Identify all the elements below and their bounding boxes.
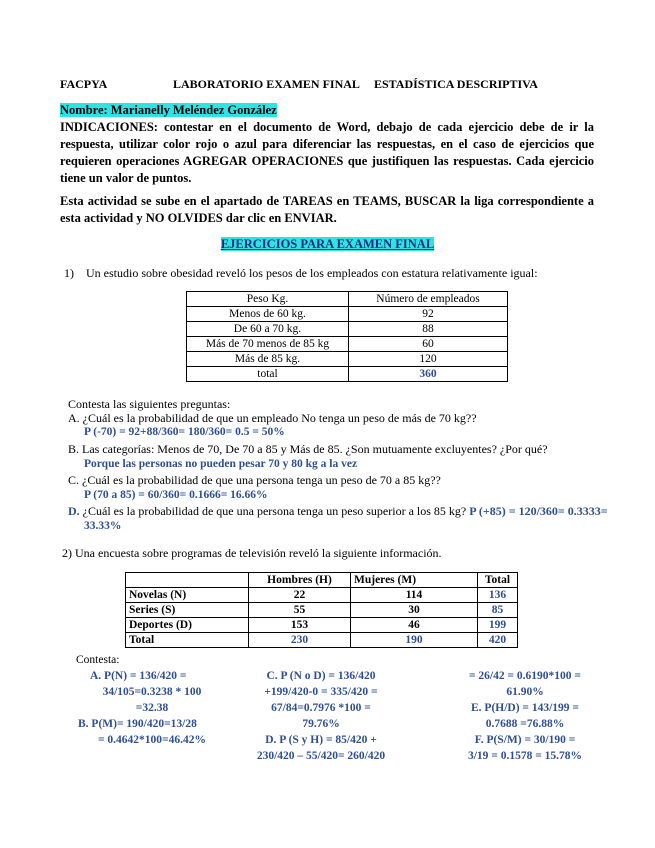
weight-cell: Más de 85 kg. [187, 352, 349, 367]
table-row [187, 322, 508, 337]
answer-line: 61.90% [506, 686, 544, 698]
women-cell: 190 [351, 633, 478, 648]
header-employees: Número de empleados [349, 292, 508, 307]
answer-line: = 0.4642*100=46.42% [98, 734, 206, 746]
q1-number: 1) [64, 266, 74, 280]
header-lab: LABORATORIO EXAMEN FINAL [173, 77, 360, 91]
q1-prompt: Contesta las siguientes preguntas: [68, 397, 231, 411]
header-empty [126, 573, 249, 588]
category-cell: Novelas (N) [126, 588, 249, 603]
document-header [60, 77, 600, 93]
answer-line: C. P (N o D) = 136/420 [266, 670, 376, 682]
answer-line: 34/105=0.3238 * 100 [102, 686, 202, 698]
total-row [126, 633, 518, 648]
total-value: 360 [349, 367, 508, 382]
q2-answers-col2 [236, 668, 406, 764]
total-label: total [187, 367, 349, 382]
total-cell: 136 [478, 588, 518, 603]
count-cell: 92 [349, 307, 508, 322]
answer-line: = 26/42 = 0.6190*100 = [469, 670, 581, 682]
table-row [126, 603, 518, 618]
header-subject: ESTADÍSTICA DESCRIPTIVA [374, 77, 538, 91]
q1-question-d [68, 504, 608, 519]
answer-line: 79.76% [302, 718, 340, 730]
answer-line: D. P (S y H) = 85/420 + [265, 734, 377, 746]
weight-cell: De 60 a 70 kg. [187, 322, 349, 337]
header-school: FACPYA [60, 77, 108, 91]
women-cell: 114 [351, 588, 478, 603]
men-cell: 55 [249, 603, 351, 618]
total-cell: 85 [478, 603, 518, 618]
q1-question-b: B. Las categorías: Menos de 70, De 70 a 85 y Más de 85. ¿Son mutuamente excluyentes? ¿Por qué? [68, 442, 548, 456]
weight-cell: Más de 70 menos de 85 kg [187, 337, 349, 352]
header-weight: Peso Kg. [187, 292, 349, 307]
student-name-text: Nombre: Marianelly Meléndez González [60, 103, 277, 117]
count-cell: 88 [349, 322, 508, 337]
answer-line: 67/84=0.7976 *100 = [271, 702, 371, 714]
total-cell: 420 [478, 633, 518, 648]
q1-answer-c: P (70 a 85) = 60/360= 0.1666= 16.66% [84, 489, 268, 501]
instructions: INDICACIONES: contestar en el documento de Word, debajo de cada ejercicio debe de ir la respuesta, utilizar color rojo o azul para diferenciar las respuestas, en el caso de ejercicios que requieren operaciones AGREGAR OPERACIONES que justifiquen las respuestas. Cada ejercicio tiene un valor de puntos. [60, 120, 594, 185]
weights-table [186, 291, 508, 382]
answer-line: E. P(H/D) = 143/199 = [471, 702, 579, 714]
q2-answers-col3 [440, 668, 610, 764]
section-title [0, 237, 655, 252]
total-row [187, 367, 508, 382]
men-cell: 153 [249, 618, 351, 633]
answer-line: 3/19 = 0.1578 = 15.78% [467, 750, 583, 762]
header-women: Mujeres (M) [351, 573, 478, 588]
tv-survey-table [125, 572, 518, 648]
q1-text: Un estudio sobre obesidad reveló los pesos de los empleados con estatura relativamente igual: [86, 266, 538, 280]
category-cell: Total [126, 633, 249, 648]
q2-answers-col1 [72, 668, 232, 748]
instructions-upload: Esta actividad se sube en el apartado de TAREAS en TEAMS, BUSCAR la liga correspondiente a esta actividad y NO OLVIDES dar clic en ENVIAR. [60, 194, 594, 225]
answer-line: A. P(N) = 136/420 = [90, 670, 187, 682]
total-cell: 199 [478, 618, 518, 633]
answer-line: F. P(S/M) = 30/190 = [474, 734, 576, 746]
answer-line: +199/420-0 = 335/420 = [264, 686, 378, 698]
count-cell: 60 [349, 337, 508, 352]
student-name [60, 103, 277, 118]
answer-line: =32.38 [135, 702, 169, 714]
answer-line: 230/420 – 55/420= 260/420 [256, 750, 386, 762]
answer-line: B. P(M)= 190/420=13/28 [78, 718, 197, 730]
table-header-row [126, 573, 518, 588]
women-cell: 30 [351, 603, 478, 618]
women-cell: 46 [351, 618, 478, 633]
table-row [126, 618, 518, 633]
q1-answer-d: P (+85) = 120/360= 0.3333= [469, 504, 608, 518]
header-men: Hombres (H) [249, 573, 351, 588]
q1-answer-a: P (-70) = 92+88/360= 180/360= 0.5 = 50% [84, 426, 285, 438]
category-cell: Deportes (D) [126, 618, 249, 633]
answer-line: 0.7688 =76.88% [485, 718, 565, 730]
q1-question-a: A. ¿Cuál es la probabilidad de que un empleado No tenga un peso de más de 70 kg?? [68, 411, 477, 425]
header-total: Total [478, 573, 518, 588]
q1-d-label: D. [68, 504, 80, 518]
men-cell: 230 [249, 633, 351, 648]
table-row [126, 588, 518, 603]
table-header-row [187, 292, 508, 307]
table-row [187, 337, 508, 352]
weight-cell: Menos de 60 kg. [187, 307, 349, 322]
section-title-text: EJERCICIOS PARA EXAMEN FINAL [220, 237, 435, 251]
q1-answer-b: Porque las personas no pueden pesar 70 y 80 kg a la vez [84, 458, 358, 470]
q2-prompt: Contesta: [76, 654, 120, 666]
table-row [187, 307, 508, 322]
category-cell: Series (S) [126, 603, 249, 618]
q2-text: 2) Una encuesta sobre programas de televisión reveló la siguiente información. [62, 546, 442, 560]
table-row [187, 352, 508, 367]
men-cell: 22 [249, 588, 351, 603]
q1-answer-d-continued: 33.33% [84, 520, 122, 532]
q1-d-text: ¿Cuál es la probabilidad de que una persona tenga un peso superior a los 85 kg? [82, 504, 467, 518]
count-cell: 120 [349, 352, 508, 367]
q1-question-c: C. ¿Cuál es la probabilidad de que una persona tenga un peso de 70 a 85 kg?? [68, 473, 441, 487]
